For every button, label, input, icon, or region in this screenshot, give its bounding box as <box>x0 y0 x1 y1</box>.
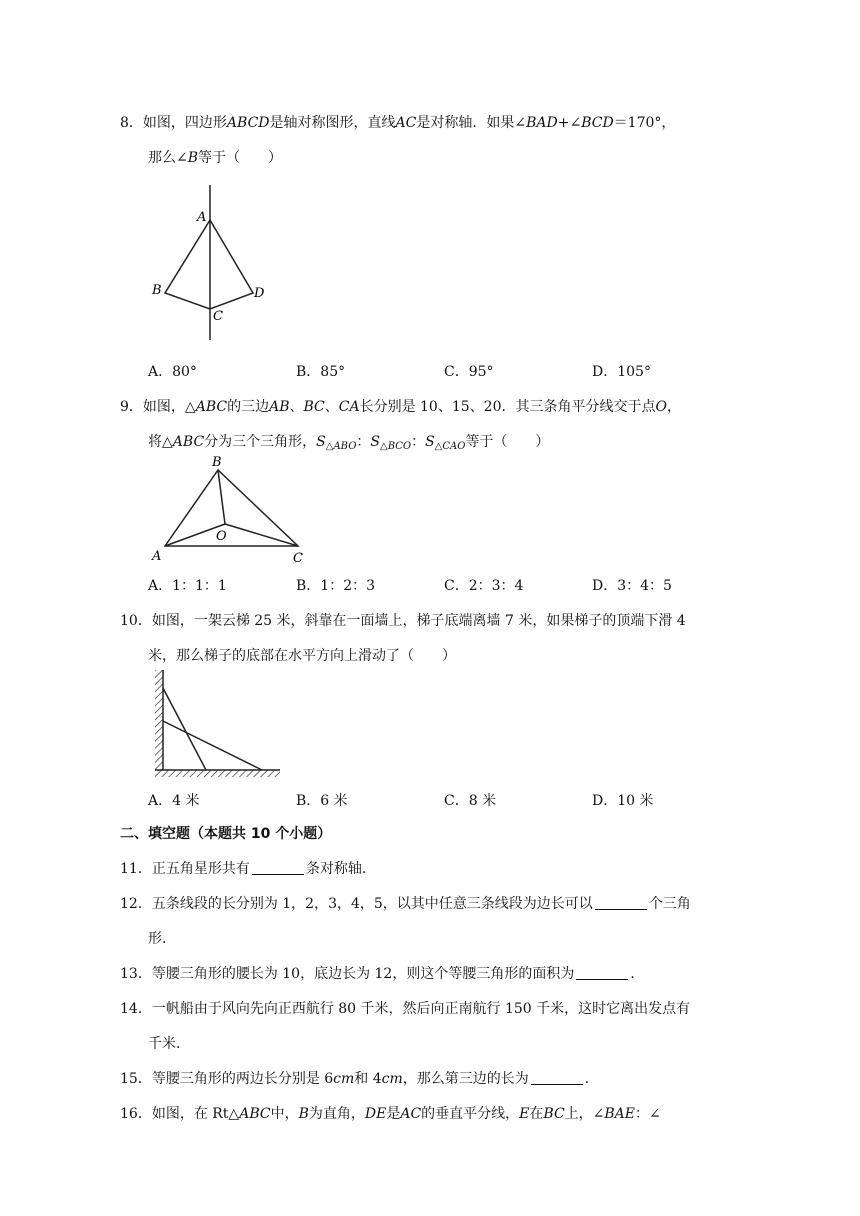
q9-option-d: D．3：4：5 <box>592 578 672 594</box>
q9-option-c: C．2：3：4 <box>444 578 524 594</box>
q9-bisector-b <box>218 470 225 524</box>
q12-blank[interactable] <box>595 895 647 910</box>
q8-figure <box>145 180 280 345</box>
q8-line2: 那么∠B等于（ ） <box>148 150 283 166</box>
section-fill-in-heading: 二、填空题（本题共 10 个小题） <box>120 826 332 842</box>
q9-label-a: A <box>152 549 162 564</box>
q10-line1: 10．如图，一架云梯 25 米，斜靠在一面墙上，梯子底端离墙 7 米，如果梯子的顶端下滑 4 <box>120 613 686 629</box>
q9-label-c: C <box>293 551 303 566</box>
q8-label-b: B <box>152 283 162 298</box>
q11-blank[interactable] <box>252 860 304 875</box>
q11: 11．正五角星形共有 条对称轴． <box>120 861 376 877</box>
q10-ladder-before <box>163 688 206 770</box>
q8-label-d: D <box>254 286 265 301</box>
q10-ground-hatch <box>155 770 280 777</box>
q10-option-a: A．4 米 <box>148 793 200 809</box>
q10-line2: 米，那么梯子的底部在水平方向上滑动了（ ） <box>148 648 456 664</box>
q9-line2: 将△ABC分为三个三角形，$S_{\triangle ABO}$：$S_{\triangle BCO}$：$S_{\triangle CAO}$等于（ ） <box>148 434 550 452</box>
q8-line1: 8．如图，四边形ABCD是轴对称图形，直线AC是对称轴．如果∠BAD+∠BCD＝170°， <box>120 115 676 131</box>
q9-figure <box>148 452 318 567</box>
q16-line1: 16．如图，在 Rt△ABC中，B为直角，DE是AC的垂直平分线，E在BC上，∠BAE：∠ <box>120 1106 661 1122</box>
q10-option-d: D．10 米 <box>592 793 654 809</box>
q9-line1: 9．如图，△ABC的三边AB、BC、CA长分别是 10、15、20．其三条角平分线交于点O， <box>120 399 681 415</box>
q9-label-o: O <box>216 529 227 544</box>
q10-figure <box>150 668 282 780</box>
q13-blank[interactable] <box>576 965 628 980</box>
q10-wall-hatch <box>155 670 163 770</box>
q8-option-b: B．85° <box>296 364 346 380</box>
q8-option-d: D．105° <box>592 364 651 380</box>
q8-option-c: C．95° <box>444 364 494 380</box>
q8-option-a: A．80° <box>148 364 197 380</box>
q14-line2: 千米． <box>148 1036 190 1052</box>
q10-option-c: C．8 米 <box>444 793 497 809</box>
q9-triangle <box>165 470 298 546</box>
q8-label-a: A <box>197 210 207 225</box>
q10-option-b: B．6 米 <box>296 793 348 809</box>
q8-label-c: C <box>213 309 223 324</box>
q9-option-b: B．1：2：3 <box>296 578 376 594</box>
q8-quadrilateral <box>165 220 253 309</box>
q12-line2: 形． <box>148 931 176 947</box>
q13: 13．等腰三角形的腰长为 10，底边长为 12，则这个等腰三角形的面积为 ． <box>120 966 645 982</box>
q14-line1: 14．一帆船由于风向先向正西航行 80 千米，然后向正南航行 150 千米，这时它离出发点有 <box>120 1001 691 1017</box>
q9-option-a: A．1：1：1 <box>148 578 227 594</box>
q15: 15．等腰三角形的两边长分别是 6cm和 4cm，那么第三边的长为 ． <box>120 1071 599 1087</box>
q10-ladder-after <box>163 721 262 770</box>
q15-blank[interactable] <box>531 1070 583 1085</box>
q12-line1: 12．五条线段的长分别为 1，2，3，4，5，以其中任意三条线段为边长可以 个三角 <box>120 896 691 912</box>
q9-label-b: B <box>212 455 222 470</box>
